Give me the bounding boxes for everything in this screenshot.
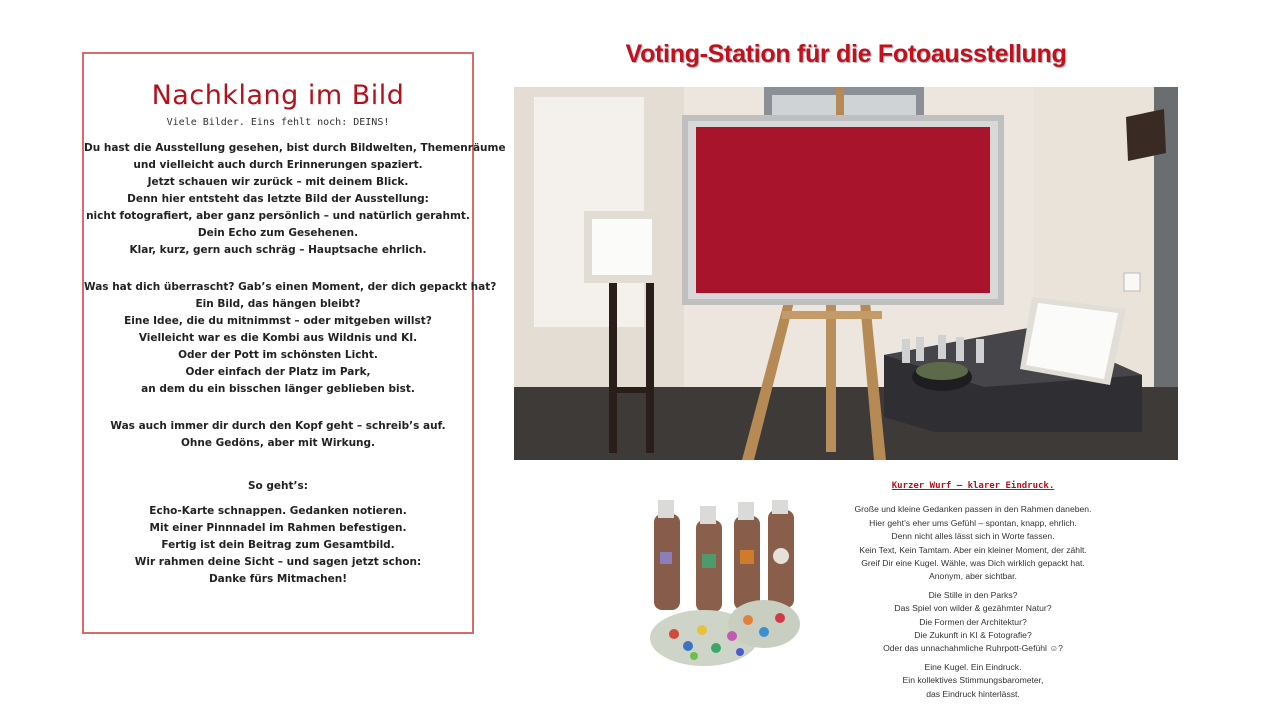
instructions-title: Kurzer Wurf – klarer Eindruck.: [891, 481, 1055, 491]
instructions-line: Große und kleine Gedanken passen in den Rahmen daneben.: [854, 504, 1092, 515]
instructions-line: Denn nicht alles lässt sich in Worte fassen.: [891, 531, 1055, 542]
poster-line: Echo-Karte schnappen. Gedanken notieren.: [149, 505, 407, 517]
poster-howto: [84, 503, 472, 588]
poster-line: Denn hier entsteht das letzte Bild der Ausstellung:: [127, 193, 429, 205]
poster-line: Ohne Gedöns, aber mit Wirkung.: [180, 437, 376, 449]
poster-line: Eine Idee, die du mitnimmst – oder mitgeben willst?: [124, 315, 432, 327]
instructions-line: Eine Kugel. Ein Eindruck.: [924, 661, 1022, 672]
instructions-line: Die Stille in den Parks?: [928, 589, 1018, 600]
instructions-line: Greif Dir eine Kugel. Wähle, was Dich wirklich gepackt hat.: [861, 558, 1085, 569]
poster-card: [82, 52, 506, 634]
instructions-line: Die Formen der Architektur?: [919, 616, 1027, 627]
poster-title: Nachklang im Bild: [151, 80, 405, 111]
poster-line: Du hast die Ausstellung gesehen, bist durch Bildwelten, Themenräume: [84, 142, 506, 154]
instructions-paragraph: [840, 661, 1106, 701]
poster-intro: [84, 140, 506, 259]
poster-closing: [84, 418, 472, 452]
instructions-line: das Eindruck hinterlässt.: [926, 688, 1020, 699]
poster-line: Klar, kurz, gern auch schräg – Hauptsache ehrlich.: [129, 244, 427, 256]
poster-line: Oder einfach der Platz im Park,: [185, 366, 371, 378]
marble-bottles-photo: [644, 500, 804, 670]
poster-line: an dem du ein bisschen länger geblieben bist.: [141, 383, 415, 395]
poster-line: Mit einer Pinnnadel im Rahmen befestigen.: [149, 522, 407, 534]
instructions-line: Ein kollektives Stimmungsbarometer,: [902, 675, 1044, 686]
instructions-line: Oder das unnachahmliche Ruhrpott-Gefühl ☺?: [883, 643, 1063, 654]
instructions-paragraph: [840, 589, 1106, 656]
poster-howto-heading: So geht’s:: [247, 480, 308, 492]
poster-line: Was auch immer dir durch den Kopf geht – schreib’s auf.: [110, 420, 446, 432]
voting-station-photo: [514, 87, 1178, 460]
instructions-line: Kein Text, Kein Tamtam. Aber ein kleiner Moment, der zählt.: [859, 544, 1087, 555]
poster-line: Ein Bild, das hängen bleibt?: [195, 298, 361, 310]
poster-line: Jetzt schauen wir zurück – mit deinem Blick.: [147, 176, 409, 188]
poster-subtitle: Viele Bilder. Eins fehlt noch: DEINS!: [166, 117, 390, 128]
poster-line: Vielleicht war es die Kombi aus Wildnis und KI.: [138, 332, 418, 344]
instructions-line: Das Spiel von wilder & gezähmter Natur?: [894, 603, 1052, 614]
poster-questions: [84, 279, 497, 398]
poster-line: Was hat dich überrascht? Gab’s einen Moment, der dich gepackt hat?: [84, 281, 497, 293]
headline: Voting-Station für die Fotoausstellung: [625, 40, 1067, 68]
instructions-line: Die Zukunft in KI & Fotografie?: [914, 630, 1032, 641]
instructions-paragraph: [840, 503, 1106, 583]
poster-line: Danke fürs Mitmachen!: [208, 573, 348, 585]
poster-line: Wir rahmen deine Sicht – und sagen jetzt schon:: [134, 556, 422, 568]
poster-line: Fertig ist dein Beitrag zum Gesamtbild.: [161, 539, 395, 551]
voting-instructions: [840, 480, 1106, 706]
instructions-line: Hier geht’s eher ums Gefühl – spontan, knapp, ehrlich.: [869, 517, 1077, 528]
poster-line: Dein Echo zum Gesehenen.: [197, 227, 359, 239]
poster-line: Oder der Pott im schönsten Licht.: [178, 349, 378, 361]
poster-line: nicht fotografiert, aber ganz persönlich – und natürlich gerahmt.: [86, 210, 470, 222]
instructions-line: Anonym, aber sichtbar.: [929, 571, 1017, 582]
poster-line: und vielleicht auch durch Erinnerungen spaziert.: [133, 159, 423, 171]
